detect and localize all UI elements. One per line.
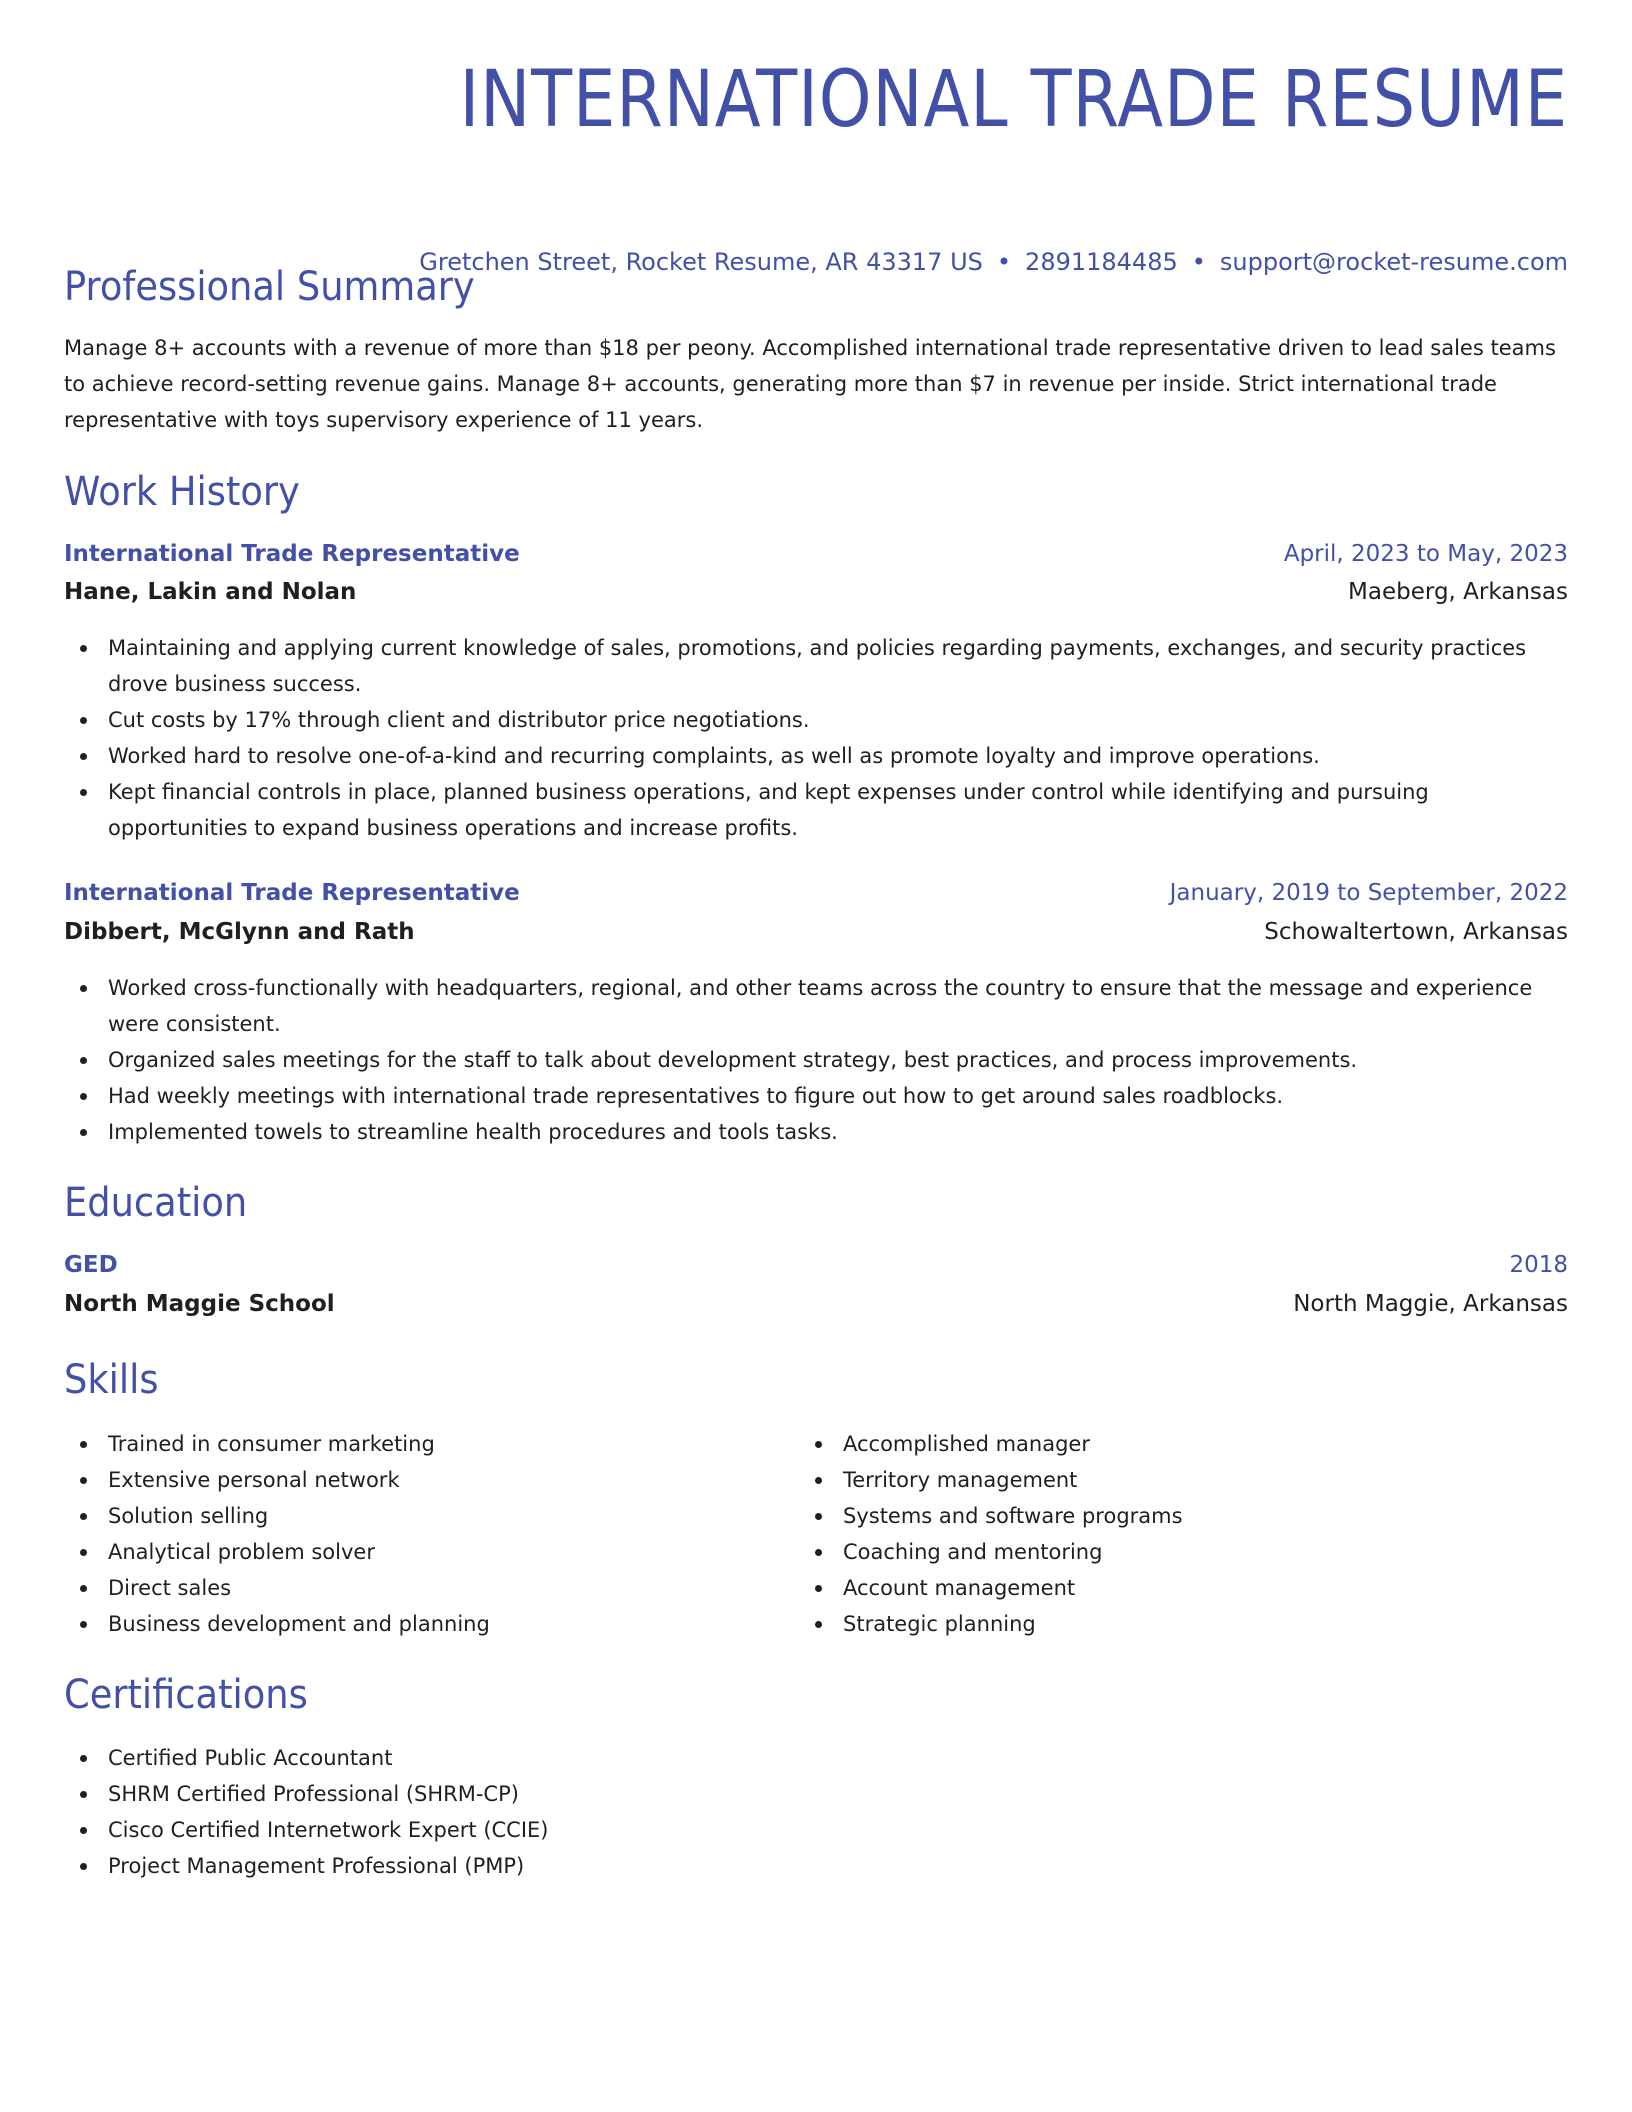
contact-phone: 2891184485 <box>1025 248 1178 276</box>
contact-separator: • <box>996 248 1012 276</box>
contact-separator: • <box>1191 248 1206 276</box>
list-item: Territory management <box>843 1462 1632 1498</box>
job-bullets <box>64 970 1570 1150</box>
job-bullets <box>64 630 1570 846</box>
list-item: Strategic planning <box>843 1606 1632 1642</box>
list-item: Analytical problem solver <box>108 1534 1570 1570</box>
job-header-row <box>64 541 1568 567</box>
list-item: Systems and software programs <box>843 1498 1632 1534</box>
contact-address: Gretchen Street, Rocket Resume, AR 43317 US <box>419 248 983 276</box>
skills-heading: Skills <box>64 1357 159 1403</box>
list-item: Had weekly meetings with international trade representatives to figure out how to get around sales roadblocks. <box>108 1078 1570 1114</box>
job-company: Dibbert, McGlynn and Rath <box>64 919 415 945</box>
job-header-row <box>64 880 1568 906</box>
education-school-row <box>64 1291 1568 1317</box>
job-title: International Trade Representative <box>64 880 520 906</box>
list-item: Business development and planning <box>108 1606 1570 1642</box>
education-header-row <box>64 1252 1568 1278</box>
job-company-row <box>64 919 1568 945</box>
certifications-heading: Certifications <box>64 1672 308 1718</box>
work-history-heading: Work History <box>64 469 300 515</box>
summary-text: Manage 8+ accounts with a revenue of more than $18 per peony. Accomplished international trade representative driven to lead sales teams to achieve record-setting revenue gains. Manage 8+ accounts, generating more than $7 in revenue per inside. Strict international trade representative with toys supervisory experience of 11 years. <box>64 336 1556 432</box>
summary-heading: Professional Summary <box>64 264 475 310</box>
list-item: Implemented towels to streamline health procedures and tools tasks. <box>108 1114 1570 1150</box>
list-item: Maintaining and applying current knowledge of sales, promotions, and policies regarding payments, exchanges, and security practices drove business success. <box>108 630 1570 702</box>
list-item: Worked cross-functionally with headquarters, regional, and other teams across the country to ensure that the message and experience were consistent. <box>108 970 1570 1042</box>
job-title: International Trade Representative <box>64 541 520 567</box>
education-location: North Maggie, Arkansas <box>1293 1291 1568 1317</box>
list-item: Direct sales <box>108 1570 1570 1606</box>
skills-list-right <box>799 1426 1632 1642</box>
list-item: Account management <box>843 1570 1632 1606</box>
job-location: Schowaltertown, Arkansas <box>1264 919 1568 945</box>
contact-email[interactable]: support@rocket-resume.com <box>1219 248 1568 276</box>
job-dates: April, 2023 to May, 2023 <box>1283 541 1568 567</box>
list-item: SHRM Certified Professional (SHRM-CP) <box>108 1776 1570 1812</box>
list-item: Certified Public Accountant <box>108 1740 1570 1776</box>
education-degree: GED <box>64 1252 118 1278</box>
list-item: Coaching and mentoring <box>843 1534 1632 1570</box>
resume-title: INTERNATIONAL TRADE RESUME <box>459 55 1568 145</box>
education-school: North Maggie School <box>64 1291 335 1317</box>
list-item: Accomplished manager <box>843 1426 1632 1462</box>
list-item: Solution selling <box>108 1498 1570 1534</box>
education-year: 2018 <box>1509 1252 1568 1278</box>
list-item: Kept financial controls in place, planned business operations, and kept expenses under control while identifying and pursuing opportunities to expand business operations and increase profits. <box>108 774 1570 846</box>
job-company-row <box>64 579 1568 605</box>
list-item: Trained in consumer marketing <box>108 1426 1570 1462</box>
list-item: Cut costs by 17% through client and distributor price negotiations. <box>108 702 1570 738</box>
certifications-list <box>64 1740 1570 1884</box>
job-company: Hane, Lakin and Nolan <box>64 579 357 605</box>
list-item: Worked hard to resolve one-of-a-kind and recurring complaints, as well as promote loyalty and improve operations. <box>108 738 1570 774</box>
list-item: Project Management Professional (PMP) <box>108 1848 1570 1884</box>
contact-line <box>419 248 1568 276</box>
list-item: Cisco Certified Internetwork Expert (CCIE) <box>108 1812 1570 1848</box>
list-item: Organized sales meetings for the staff to talk about development strategy, best practices, and process improvements. <box>108 1042 1570 1078</box>
job-dates: January, 2019 to September, 2022 <box>1169 880 1568 906</box>
education-heading: Education <box>64 1180 248 1226</box>
job-location: Maeberg, Arkansas <box>1348 579 1568 605</box>
list-item: Extensive personal network <box>108 1462 1570 1498</box>
